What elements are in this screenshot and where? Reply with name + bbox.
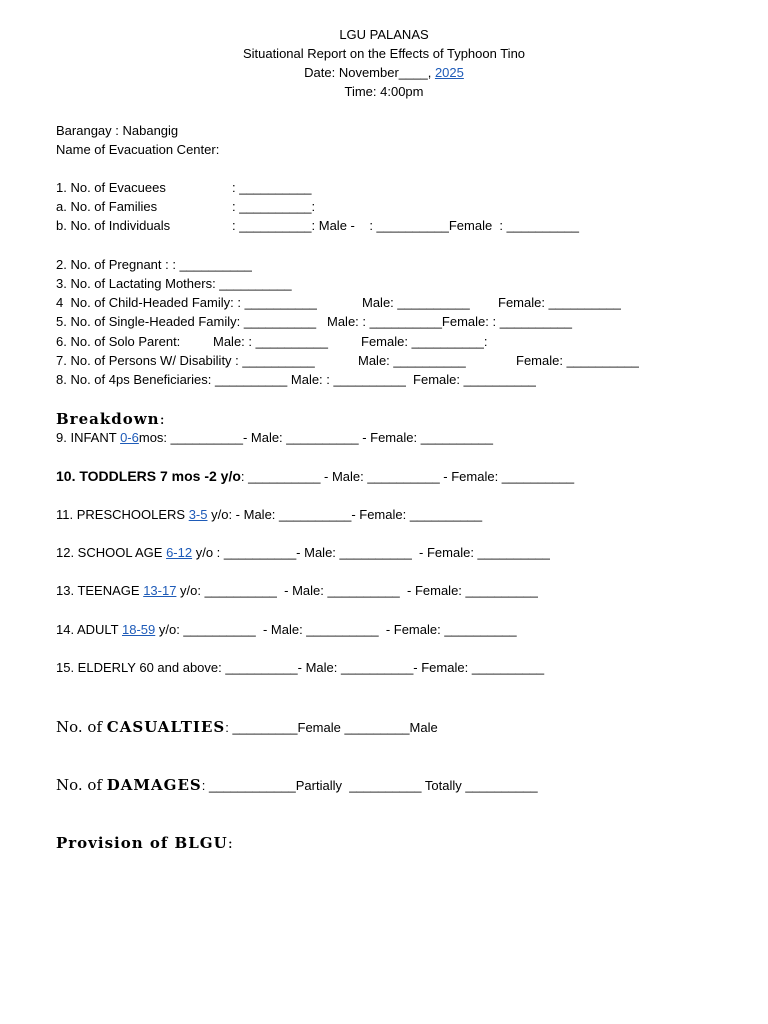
damages-fields: : ____________Partially __________ Totally __________ (201, 778, 538, 793)
families-label: a. No. of Families (56, 199, 158, 214)
damages-line (56, 775, 538, 796)
damages-word: DAMAGES (106, 776, 202, 794)
casualties-line (56, 717, 438, 738)
single-headed-line: 5. No. of Single-Headed Family: __________ Male: : __________Female: : __________ (56, 314, 573, 329)
teenage-range-link[interactable]: 13-17 (143, 583, 177, 598)
school-age-fields: y/o : __________- Male: __________ - Female: __________ (192, 545, 550, 560)
pwd-line: 7. No. of Persons W/ Disability : __________ (56, 353, 315, 368)
adult-range-link[interactable]: 18-59 (122, 622, 156, 637)
org-name: LGU PALANAS (339, 27, 429, 42)
provision-colon: : (227, 834, 233, 852)
adult-fields: y/o: __________ - Male: __________ - Female: __________ (155, 622, 517, 637)
adult-line (56, 622, 517, 638)
school-age-label: 12. SCHOOL AGE (56, 545, 167, 560)
adult-label: 14. ADULT (56, 622, 122, 637)
report-time: Time: 4:00pm (344, 84, 424, 99)
teenage-fields: y/o: __________ - Male: __________ - Female: __________ (176, 583, 538, 598)
casualties-word: CASUALTIES (106, 718, 226, 736)
preschoolers-label: 11. PRESCHOOLERS (56, 507, 189, 522)
preschoolers-line (56, 507, 482, 523)
toddlers-label: 10. TODDLERS 7 mos -2 y/o (56, 468, 241, 484)
breakdown-heading (56, 409, 165, 430)
lactating-line: 3. No. of Lactating Mothers: __________ (56, 276, 292, 291)
infant-line (56, 430, 493, 446)
4ps-line: 8. No. of 4ps Beneficiaries: __________ Male: : __________ Female: __________ (56, 372, 536, 387)
solo-parent-female: Female: __________: (361, 334, 488, 349)
casualties-fields: : _________Female _________Male (225, 720, 438, 735)
pregnant-line: 2. No. of Pregnant : : __________ (56, 257, 252, 272)
breakdown-heading-text: Breakdown (56, 410, 160, 428)
child-headed-female: Female: __________ (498, 295, 621, 310)
solo-parent-line: 6. No. of Solo Parent: (56, 334, 181, 349)
date-year-link[interactable]: 2025 (434, 65, 464, 80)
report-title: Situational Report on the Effects of Typhoon Tino (242, 46, 526, 61)
child-headed-male: Male: __________ (362, 295, 470, 310)
infant-range-link[interactable]: 0-6 (120, 430, 139, 445)
pwd-female: Female: __________ (516, 353, 639, 368)
date-prefix: Date: November____, (304, 65, 435, 80)
casualties-prefix: No. of (56, 718, 107, 736)
evac-center-line: Name of Evacuation Center: (56, 142, 220, 157)
school-age-range-link[interactable]: 6-12 (166, 545, 193, 560)
evacuees-label: 1. No. of Evacuees (56, 180, 166, 195)
provision-line (56, 833, 233, 854)
damages-prefix: No. of (56, 776, 107, 794)
infant-fields: mos: __________- Male: __________ - Female: __________ (138, 430, 494, 445)
breakdown-heading-colon: : (159, 410, 165, 428)
child-headed-line: 4 No. of Child-Headed Family: : __________ (56, 295, 317, 310)
infant-label: 9. INFANT (56, 430, 121, 445)
school-age-line (56, 545, 550, 561)
preschoolers-range-link[interactable]: 3-5 (188, 507, 208, 522)
elderly-line: 15. ELDERLY 60 and above: __________- Male: __________- Female: __________ (56, 660, 545, 675)
families-value: : __________: (232, 199, 316, 214)
report-date (0, 65, 768, 81)
evacuees-value: : __________ (232, 180, 312, 195)
preschoolers-fields: y/o: - Male: __________- Female: __________ (207, 507, 483, 522)
toddlers-fields: : __________ - Male: __________ - Female: __________ (240, 469, 575, 484)
barangay-line: Barangay : Nabangig (56, 123, 179, 138)
provision-word: Provision of BLGU (56, 834, 228, 852)
teenage-line (56, 583, 538, 599)
teenage-label: 13. TEENAGE (56, 583, 144, 598)
individuals-label: b. No. of Individuals (56, 218, 171, 233)
solo-parent-male: Male: : __________ (213, 334, 328, 349)
individuals-value: : __________: Male - : __________Female : __________ (232, 218, 579, 233)
pwd-male: Male: __________ (358, 353, 466, 368)
toddlers-line (56, 468, 574, 485)
